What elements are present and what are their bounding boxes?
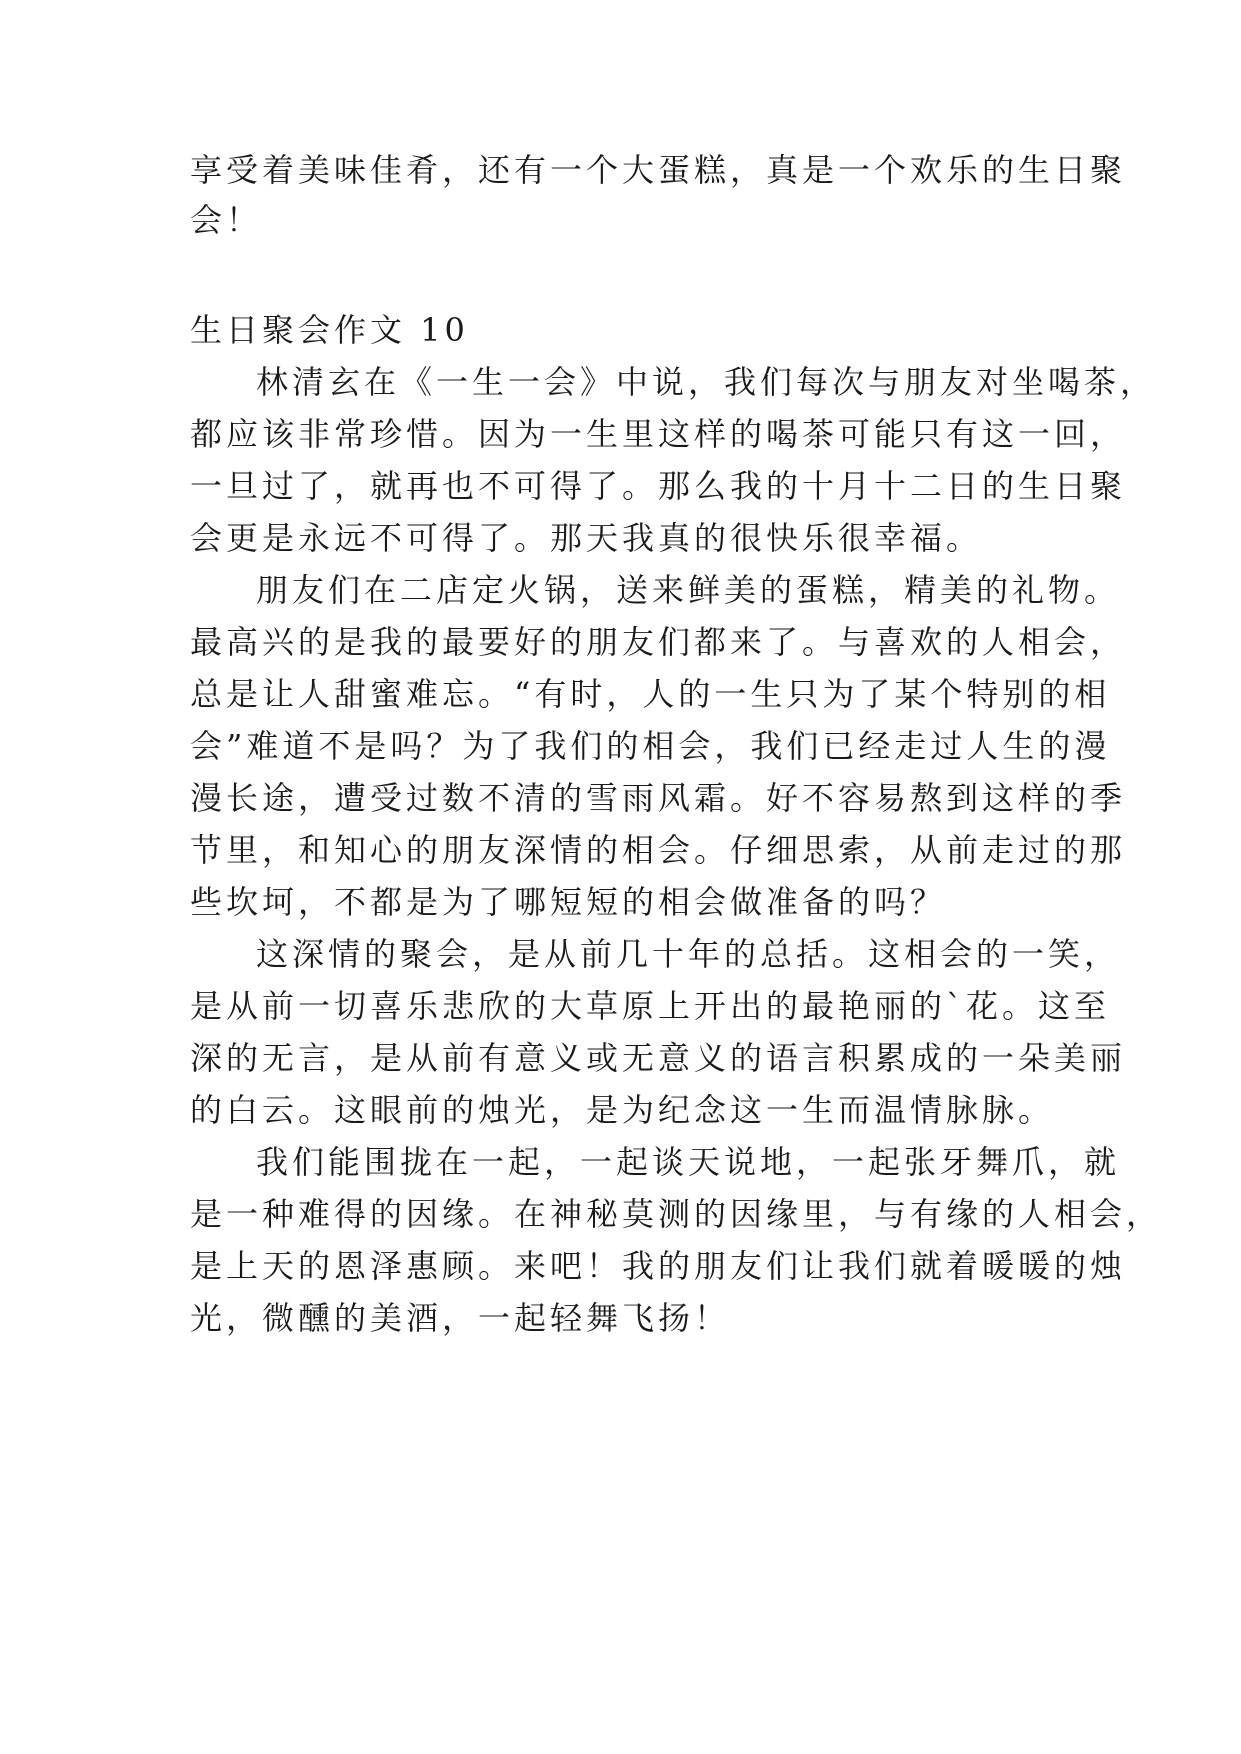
paragraph-1-line-4: 会更是永远不可得了。那天我真的很快乐很幸福。 xyxy=(190,519,983,557)
intro-line-2: 会！ xyxy=(190,201,263,239)
intro-line-1: 享受着美味佳肴，还有一个大蛋糕，真是一个欢乐的生日聚 xyxy=(190,151,1127,189)
paragraph-1-line-3: 一旦过了，就再也不可得了。那么我的十月十二日的生日聚 xyxy=(190,467,1127,505)
paragraph-3-line-3: 深的无言，是从前有意义或无意义的语言积累成的一朵美丽 xyxy=(190,1039,1127,1077)
paragraph-4-line-2: 是一种难得的因缘。在神秘莫测的因缘里，与有缘的人相会， xyxy=(190,1195,1163,1233)
paragraph-3-line-1: 这深情的聚会，是从前几十年的总括。这相会的一笑， xyxy=(256,935,1121,973)
paragraph-3-line-2: 是从前一切喜乐悲欣的大草原上开出的最艳丽的`花。这至 xyxy=(190,987,1111,1025)
section-title: 生日聚会作文 10 xyxy=(190,311,469,349)
paragraph-2-line-4: 会”难道不是吗？为了我们的相会，我们已经走过人生的漫 xyxy=(190,727,1111,765)
paragraph-3-line-4: 的白云。这眼前的烛光，是为纪念这一生而温情脉脉。 xyxy=(190,1091,1055,1129)
paragraph-1-line-2: 都应该非常珍惜。因为一生里这样的喝茶可能只有这一回， xyxy=(190,415,1127,453)
paragraph-2-line-3: 总是让人甜蜜难忘。“有时，人的一生只为了某个特别的相 xyxy=(190,675,1111,713)
paragraph-4-line-4: 光，微醺的美酒，一起轻舞飞扬！ xyxy=(190,1299,731,1337)
paragraph-4-line-1: 我们能围拢在一起，一起谈天说地，一起张牙舞爪，就 xyxy=(256,1143,1121,1181)
paragraph-2-line-6: 节里，和知心的朋友深情的相会。仔细思索，从前走过的那 xyxy=(190,831,1127,869)
paragraph-2-line-1: 朋友们在二店定火锅，送来鲜美的蛋糕，精美的礼物。 xyxy=(256,571,1121,609)
paragraph-4-line-3: 是上天的恩泽惠顾。来吧！我的朋友们让我们就着暖暖的烛 xyxy=(190,1247,1127,1285)
paragraph-2-line-5: 漫长途，遭受过数不清的雪雨风霜。好不容易熬到这样的季 xyxy=(190,779,1127,817)
paragraph-2-line-7: 些坎坷，不都是为了哪短短的相会做准备的吗？ xyxy=(190,883,947,921)
paragraph-1-line-1: 林清玄在《一生一会》中说，我们每次与朋友对坐喝茶， xyxy=(256,363,1157,401)
paragraph-2-line-2: 最高兴的是我的最要好的朋友们都来了。与喜欢的人相会， xyxy=(190,623,1127,661)
